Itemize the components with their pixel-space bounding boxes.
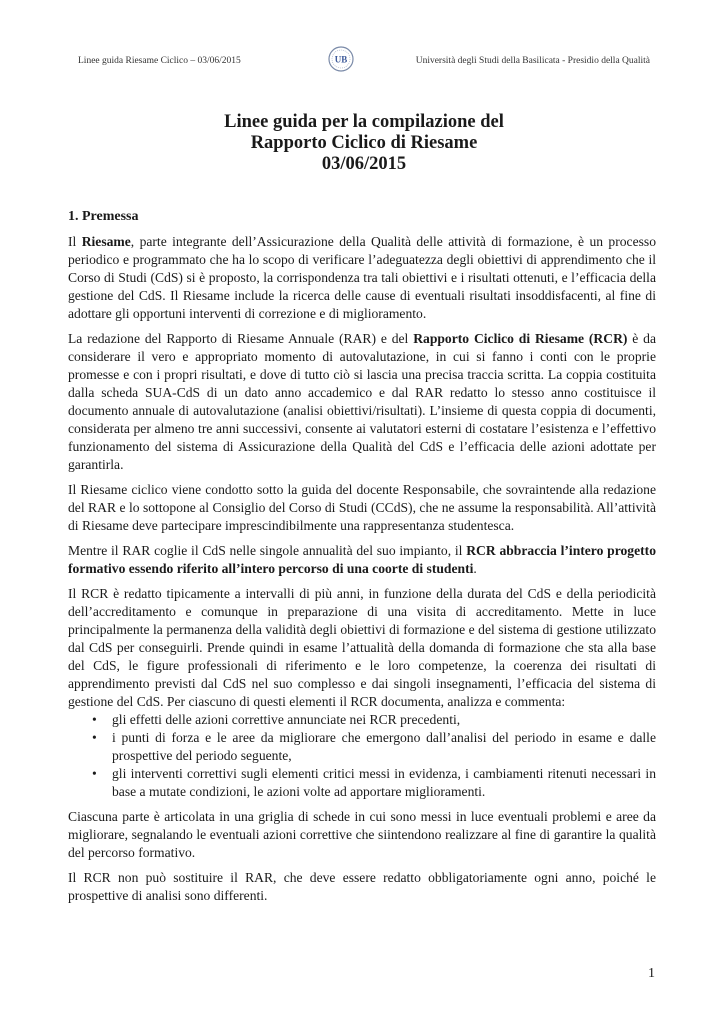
p4-bold: RCR abbraccia l’intero progetto formativo essendo riferito all’intero percorso di una coorte di studenti (68, 543, 656, 576)
paragraph-riesame-ciclico: Il Riesame ciclico viene condotto sotto la guida del docente Responsabile, che sovraintende alla redazione del RAR e lo sottopone al Consiglio del Corso di Studi (CCdS), che ne assume la responsabilità. All’attività di Riesame deve partecipare imprescindibilmente una rappresentanza studentesca. (68, 482, 656, 533)
title-line-1: Linee guida per la compilazione del (224, 112, 504, 132)
list-item: • i punti di forza e le aree da migliorare che emergono dall’analisi del periodo in esame e dalle prospettive del periodo seguente, (112, 729, 656, 765)
paragraph-griglia: Ciascuna parte è articolata in una griglia di schede in cui sono messi in luce eventuali problemi e aree da migliorare, segnalando le eventuali azioni correttive che siintendono realizzare al fine di garantire la qualità del percorso formativo. (68, 809, 656, 860)
section-heading: 1. Premessa (68, 209, 139, 224)
university-seal-logo (328, 46, 354, 72)
title-line-2: Rapporto Ciclico di Riesame (250, 133, 478, 153)
p4-text-a: Mentre il RAR coglie il CdS nelle singole annualità del suo impianto, il (68, 543, 467, 558)
paragraph-rcr-intervals: Il RCR è redatto tipicamente a intervalli di più anni, in funzione della durata del CdS e della periodicità dell’accreditamento e comunque in preparazione di una visita di accreditamento. Mette in luce principalmente la permanenza della validità degli obiettivi di formazione e del sistema di gestione utilizzato dal CdS per conseguirli. Prende quindi in esame l’attualità della domanda di formazione che sta alla base del CdS, le figure professionali di riferimento e le loro competenze, la coerenza dei risultati di apprendimento previsti dal CdS nel suo complesso e dai singoli insegnamenti, l’efficacia del sistema di gestione del CdS. Per ciascuno di questi elementi il RCR documenta, analizza e commenta: (68, 586, 656, 709)
bullet-list (68, 711, 656, 801)
svg-text:UB: UB (334, 54, 348, 65)
p1-text-a: Il (68, 234, 82, 249)
title-date: 03/06/2015 (321, 154, 407, 174)
list-item: • gli effetti delle azioni correttive annunciate nei RCR precedenti, (112, 711, 656, 729)
paragraph-rar-rcr (68, 330, 656, 474)
page-header (78, 48, 650, 74)
p2-bold: Rapporto Ciclico di Riesame (RCR) (413, 331, 628, 346)
list-item: • gli interventi correttivi sugli elementi critici messi in evidenza, i cambiamenti ritenuti necessari in base a mutate condizioni, le azioni volte ad apportare miglioramenti. (112, 765, 656, 801)
paragraph-rcr-rar: Il RCR non può sostituire il RAR, che deve essere redatto obbligatoriamente ogni anno, poiché le prospettive di analisi sono differenti. (68, 870, 656, 903)
document-title (78, 112, 650, 175)
header-right-text: Università degli Studi della Basilicata - Presidio della Qualità (415, 56, 650, 66)
header-left-text: Linee guida Riesame Ciclico – 03/06/2015 (78, 56, 241, 66)
p1-text-c: , parte integrante dell’Assicurazione della Qualità delle attività di formazione, è un processo periodico e programmato che ha lo scopo di verificare l’adeguatezza degli obiettivi di apprendimento che il Corso di Studi (CdS) si è proposto, la corrispondenza tra tali obiettivi e i risultati ottenuti, e l’efficacia della gestione del CdS. Il Riesame include la ricerca delle cause di eventuali risultati insoddisfacenti, al fine di adottare gli opportuni interventi di correzione e di miglioramento. (68, 234, 657, 321)
p2-text-c: è da considerare il vero e appropriato momento di autovalutazione, in cui si fanno i conti con le proprie promesse e con i propri risultati, e dove di tutto ciò si lascia una precisa traccia scritta. La coppia costituita dalla scheda SUA-CdS di un dato anno accademico e dal RAR redatto lo stesso anno costituisce il documento annuale di autovalutazione (analisi obiettivi/risultati). L’insieme di questa coppia di documenti, considerata per almeno tre anni successivi, consente ai valutatori esterni di costatare l’esistenza e l’effettivo funzionamento del sistema di Assicurazione della Qualità del CdS e l’efficacia delle azioni adottate per garantirla. (68, 331, 656, 472)
p2-text-a: La redazione del Rapporto di Riesame Annuale (RAR) e del (68, 331, 414, 346)
p4-text-c: . (473, 561, 477, 576)
paragraph-riesame (68, 233, 656, 323)
p1-bold: Riesame (81, 234, 131, 249)
paragraph-rar-vs-rcr (68, 542, 656, 578)
page-number: 1 (648, 966, 655, 981)
document-body (68, 208, 656, 912)
